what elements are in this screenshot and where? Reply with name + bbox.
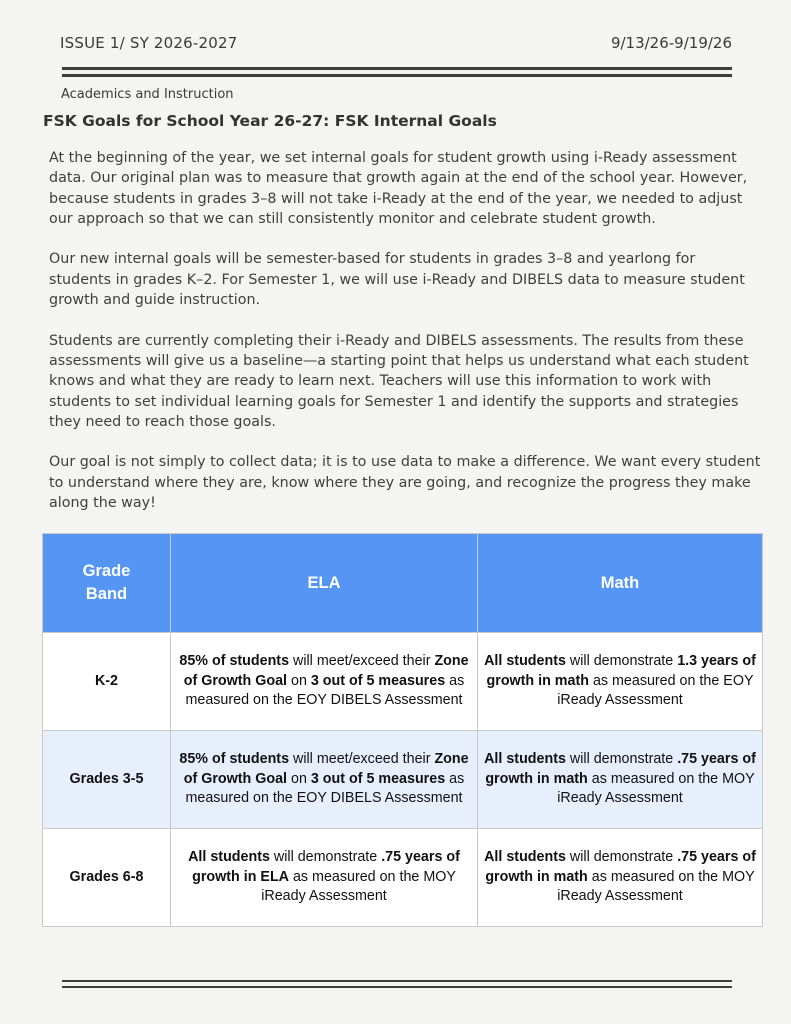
article-title: FSK Goals for School Year 26-27: FSK Internal Goals	[43, 112, 497, 130]
footer-rule-bottom	[62, 986, 732, 988]
header-grade-band: Grade Band	[43, 534, 171, 633]
math-goal-cell: All students will demonstrate .75 years of growth in math as measured on the MOY iReady Assessment	[478, 829, 763, 927]
paragraph: Our goal is not simply to collect data; it is to use data to make a difference. We want every student to understand where they are, know where they are going, and recognize the progress they make along the way!	[49, 454, 761, 512]
ela-goal-cell: 85% of students will meet/exceed their Zone of Growth Goal on 3 out of 5 measures as measured on the EOY DIBELS Assessment	[171, 633, 478, 731]
grade-band-cell: Grades 3-5	[43, 731, 171, 829]
math-goal-cell: All students will demonstrate 1.3 years of growth in math as measured on the EOY iReady Assessment	[478, 633, 763, 731]
issue-label: ISSUE 1/ SY 2026-2027	[60, 34, 238, 52]
paragraph: Students are currently completing their i-Ready and DIBELS assessments. The results from these assessments will give us a baseline—a starting point that helps us understand what each student knows and what they are ready to learn next. Teachers will use this information to work with students to set individual learning goals for Semester 1 and identify the supports and strategies they need to reach those goals.	[49, 332, 749, 430]
header-rule-bottom	[62, 74, 732, 77]
header-math: Math	[478, 534, 763, 633]
ela-goal-cell: All students will demonstrate .75 years of growth in ELA as measured on the MOY iReady Assessment	[171, 829, 478, 927]
ela-goal-cell: 85% of students will meet/exceed their Zone of Growth Goal on 3 out of 5 measures as measured on the EOY DIBELS Assessment	[171, 731, 478, 829]
math-goal-cell: All students will demonstrate .75 years of growth in math as measured on the MOY iReady Assessment	[478, 731, 763, 829]
article-body	[49, 148, 761, 513]
paragraph: At the beginning of the year, we set internal goals for student growth using i-Ready assessment data. Our original plan was to measure that growth again at the end of the school year. However, because students in grades 3–8 will not take i-Ready at the end of the year, we needed to adjust our approach so that we can still consistently monitor and celebrate student growth.	[49, 150, 748, 227]
paragraph: Our new internal goals will be semester-based for students in grades 3–8 and yearlong for students in grades K–2. For Semester 1, we will use i-Ready and DIBELS data to measure student growth and guide instruction.	[49, 251, 745, 309]
header-rule-top	[62, 67, 732, 70]
table-row	[43, 633, 763, 731]
table-row	[43, 731, 763, 829]
grade-band-cell: K-2	[43, 633, 171, 731]
date-range: 9/13/26-9/19/26	[610, 34, 732, 52]
table-header-row	[43, 534, 763, 633]
footer-rule-top	[62, 980, 732, 982]
section-label: Academics and Instruction	[61, 87, 234, 102]
table-row	[43, 829, 763, 927]
grade-band-cell: Grades 6-8	[43, 829, 171, 927]
header-ela: ELA	[171, 534, 478, 633]
goals-table	[42, 533, 763, 927]
